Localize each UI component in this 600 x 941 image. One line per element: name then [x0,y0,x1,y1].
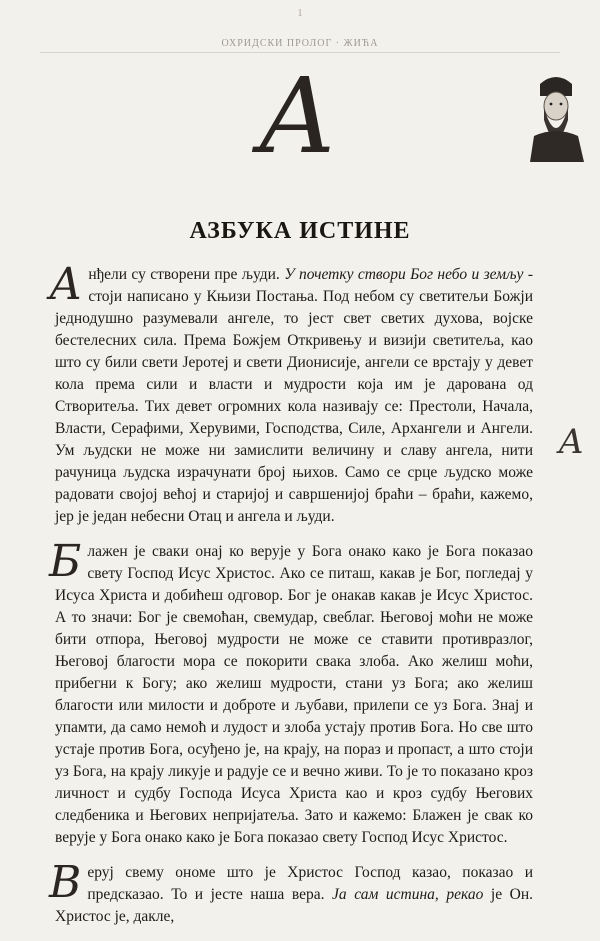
dropcap-3: В [49,857,82,908]
saint-portrait [526,70,586,162]
paragraph-2-text: лажен је сваки онај ко верује у Бога онако како је Бога показао свету Господ Исус Христос. Ако се питаш, какав је Бог, погледај у Исуса Христа и добићеш одговор. Бог је онакав какав је Исус Христос. А то значи: Бог је свемоћан, свемудар, свеблаг. Његовој моћи не може бити отпора, Његовој мудрости не може се ставити противразлог, Његовој благости мора се покорити свака злоба. Ако желиш моћи, прибегни к Богу; ако желиш мудрости, стани уз Бога; ако желиш благости или милости и доброте и љубави, прилепи се уз Бога. Знај и упамти, да само немоћ и лудост и злоба устају против Бога. Но све што устаје против Бога, осуђено је, на крају, на пораз и пропаст, а што стоји уз Бога, на крају ликује и радује се и вечно живи. То је то показано кроз личност и судбу Господа Исуса Христа као и кроз судбу Његових следбеника и Његових непријатеља. Зато и кажемо: Блажен је свак ко верује у Бога онако како је Бога показао свету Господ Исус Христос. [55,543,533,846]
paragraph-2 [49,536,533,849]
paragraph-1 [49,259,533,528]
page-number: 1 [297,8,303,19]
dropcap-1: А [49,259,83,310]
dropcap-2: Б [49,536,82,587]
paragraph-1-rest: - стоји написано у Књизи Постања. Под небом су светитељи Божји једнодушно разумевали ангеле, то јест свет светих духова, војске бестелесних сила. Према Божјем Откривењу и визији светитеља, као што су били свети Јеротеј и свети Дионисије, ангели се врстају у девет кола према сили и власти и мудрости која им је дарована од Створитеља. Тих девет огромних кола називају се: Престоли, Начала, Власти, Серафими, Херувими, Господства, Силе, Архангели и Ангели. Ум људски не може ни замислити величину и славу ангела, нити рачуница људска израчунати број њихов. Само се срце људско може радовати својој већој и старијој и савршенијој браћи – браћи, кажемо, јер је један небесни Отац и ангела и људи. [55,266,533,525]
paragraph-3 [49,857,534,928]
paragraph-3-text: еруј свему ономе што је Христос Господ казао, показао и предсказао. То и јесте наша вера. [87,864,533,903]
margin-initial: А [558,422,584,462]
ornamental-initial: А [258,55,337,177]
chapter-title: АЗБУКА ИСТИНЕ [189,218,411,244]
header-rule [40,52,560,53]
paragraph-1-italic: У почетку створи Бог небо и земљу [284,266,524,283]
paragraph-3-rest: је Он. Христос је, дакле, [55,886,534,925]
paragraph-3-italic: Ја сам истина, рекао [332,886,484,903]
body-text [49,259,534,941]
running-header: ОХРИДСКИ ПРОЛОГ · ЖИЋА [221,38,379,49]
paragraph-1-text: нђели су створени пре људи. [88,266,285,283]
